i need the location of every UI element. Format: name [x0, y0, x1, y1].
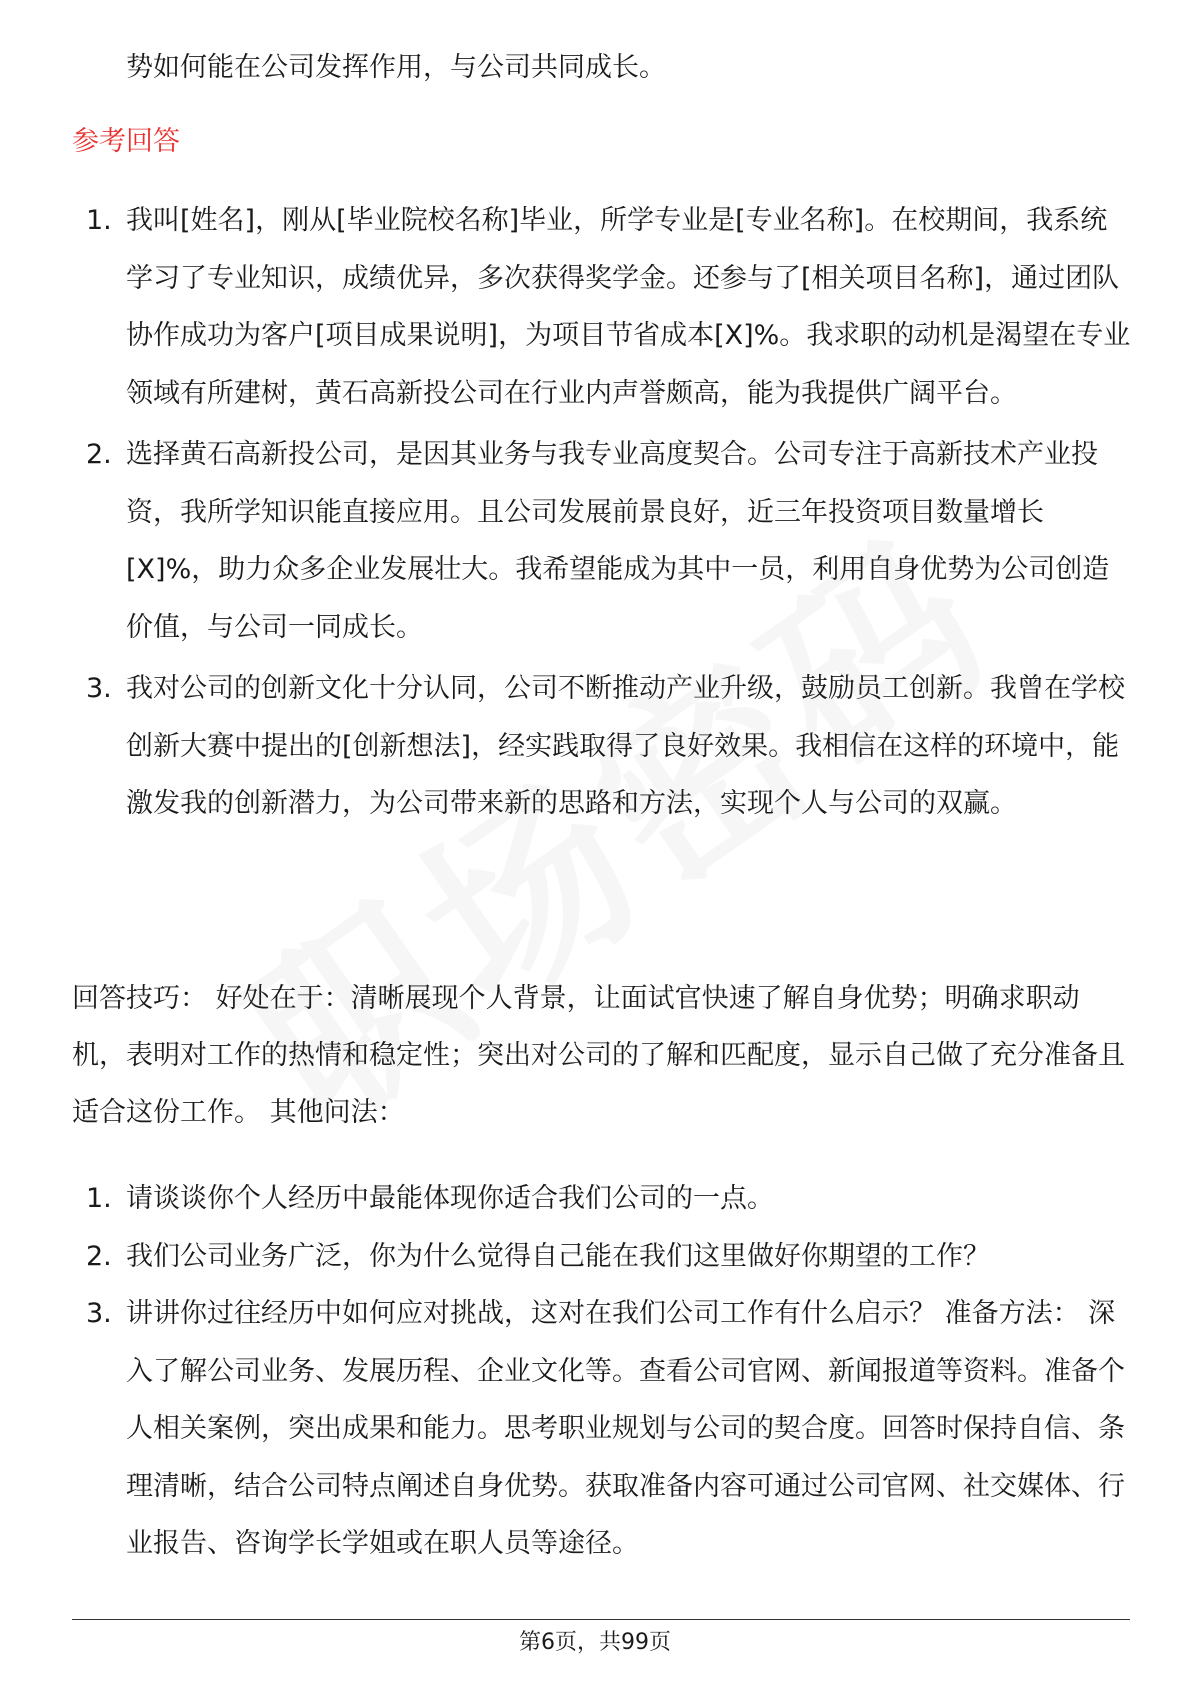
list-item-text: 我叫[姓名]，刚从[毕业院校名称]毕业，所学专业是[专业名称]。在校期间，我系统学习了专业知识，成绩优异，多次获得奖学金。还参与了[相关项目名称]，通过团队协作成功为客户[项目成果说明]，为项目节省成本[X]%。我求职的动机是渴望在专业领域有所建树，黄石高新投公司在行业内声誉颇高，能为我提供广阔平台。 — [126, 205, 1131, 409]
section-heading-reference-answer: 参考回答 — [72, 126, 180, 157]
list-item-text: 讲讲你过往经历中如何应对挑战，这对在我们公司工作有什么启示？ 准备方法： 深入了解公司业务、发展历程、企业文化等。查看公司官网、新闻报道等资料。准备个人相关案例，突出成果和能力。思考职业规划与公司的契合度。回答时保持自信、条理清晰，结合公司特点阐述自身优势。获取准备内容可通过公司官网、社交媒体、行业报告、咨询学长学姐或在职人员等途径。 — [126, 1298, 1125, 1559]
list-item-text: 我们公司业务广泛，你为什么觉得自己能在我们这里做好你期望的工作？ — [126, 1240, 990, 1272]
footer-divider — [72, 1619, 1130, 1620]
alternative-questions-list — [72, 1170, 1132, 1573]
page-number: 第6页，共99页 — [519, 1630, 671, 1655]
list-number: 1. — [86, 1183, 112, 1214]
answer-list — [72, 192, 1132, 837]
list-number: 1. — [86, 205, 112, 236]
list-number: 2. — [86, 1240, 112, 1272]
list-number: 2. — [86, 439, 112, 470]
answer-tips-paragraph: 回答技巧： 好处在于：清晰展现个人背景，让面试官快速了解自身优势；明确求职动机，表明对工作的热情和稳定性；突出对公司的了解和匹配度，显示自己做了充分准备且适合这份工作。 其他问法： — [72, 983, 1125, 1128]
continued-text-line: 势如何能在公司发挥作用，与公司共同成长。 — [126, 52, 666, 83]
list-item — [72, 1228, 1132, 1286]
list-item — [72, 1170, 1132, 1228]
list-item-text: 我对公司的创新文化十分认同，公司不断推动产业升级，鼓励员工创新。我曾在学校创新大赛中提出的[创新想法]，经实践取得了良好效果。我相信在这样的环境中，能激发我的创新潜力，为公司带来新的思路和方法，实现个人与公司的双赢。 — [126, 673, 1125, 819]
list-number: 3. — [86, 673, 112, 704]
list-item — [72, 660, 1132, 833]
list-item-text: 选择黄石高新投公司，是因其业务与我专业高度契合。公司专注于高新技术产业投资，我所学知识能直接应用。且公司发展前景良好，近三年投资项目数量增长[X]%，助力众多企业发展壮大。我希望能成为其中一员，利用自身优势为公司创造价值，与公司一同成长。 — [126, 439, 1110, 643]
list-item-text: 请谈谈你个人经历中最能体现你适合我们公司的一点。 — [126, 1183, 774, 1214]
list-item — [72, 192, 1132, 422]
list-item — [72, 1285, 1132, 1573]
list-number: 3. — [86, 1298, 112, 1329]
list-item — [72, 426, 1132, 656]
